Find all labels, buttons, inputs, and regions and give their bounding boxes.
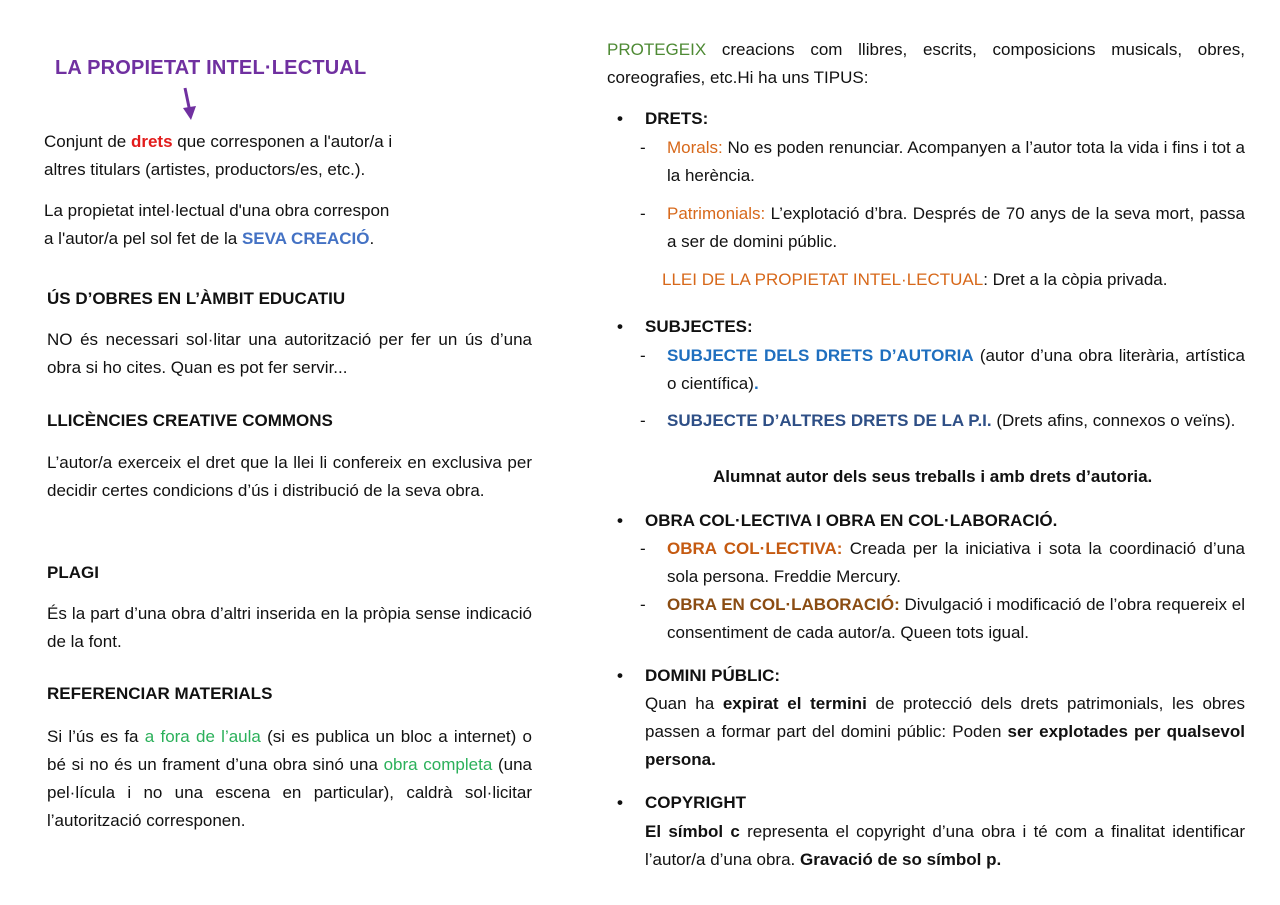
heading-referenciar: REFERENCIAR MATERIALS [47,684,273,703]
patrimonials-label: Patrimonials: [667,204,766,223]
morals-label: Morals: [667,138,723,157]
obra-collectiva [667,535,1245,591]
ref-text-2: (si es publica un bloc a internet) o bé si no és un frament d’una obra sinó una [47,727,533,774]
ref-text-1: Si l’ús es fa [47,727,145,746]
copyright-bold-2: Gravació de so símbol p. [800,850,1002,869]
obra-collaboracio [667,591,1245,647]
heading-creative-commons: LLICÈNCIES CREATIVE COMMONS [47,411,333,430]
bullet-icon: • [617,666,623,685]
subjecte-altres-label: SUBJECTE D’ALTRES DRETS DE LA P.I. [667,411,992,430]
intro-paragraph-2 [44,197,484,253]
intro2-line2: a l'autor/a pel sol fet de la [44,229,242,248]
subjecte-altres [667,407,1245,435]
protegeix-highlight: PROTEGEIX [607,40,707,59]
ref-highlight-1: a fora de l’aula [144,727,261,746]
dash-icon: - [640,138,646,157]
intro-paragraph-1 [44,128,484,184]
heading-drets: DRETS: [645,109,709,128]
text-creative-commons: L’autor/a exerceix el dret que la llei li confereix en exclusiva per decidir certes condicions d’ús i distribució de la seva obra. [47,453,532,500]
page-title: LA PROPIETAT INTEL·LECTUAL [55,57,367,79]
llei-propietat [662,266,1167,294]
intro1-highlight: drets [130,132,173,151]
heading-copyright: COPYRIGHT [645,793,747,812]
subjecte-altres-text: (Drets afins, connexos o veïns). [991,411,1236,430]
heading-subjectes: SUBJECTES: [645,317,753,336]
domini-bold-1: expirat el termini [722,694,867,713]
obra-collaboracio-text: Divulgació i modificació de l’obra requereix el consentiment de cada autor/a. Queen tots igual. [667,595,1245,642]
domini-text-2: de protecció dels drets patrimonials, les obres passen a formar part del domini públic: Poden [645,694,1245,741]
patrimonials-text: L’explotació d’bra. Després de 70 anys de la seva mort, passa a ser de domini públic. [667,204,1245,251]
text-us-obres: NO és necessari sol·litar una autorització per fer un ús d’una obra si ho cites. Quan es pot fer servir... [47,330,532,377]
obra-collectiva-text: Creada per la iniciativa i sota la coordinació d’una sola persona. Freddie Mercury. [667,539,1245,586]
dash-icon: - [640,539,646,558]
copyright-text [645,818,1245,874]
bullet-icon: • [617,109,623,128]
morals-text: No es poden renunciar. Acompanyen a l’autor tota la vida i fins i tot a la herència. [667,138,1245,185]
heading-plagi: PLAGI [47,563,99,582]
llei-text: : Dret a la còpia privada. [983,270,1168,289]
drets-morals [667,134,1245,190]
subjecte-autoria-text: (autor d’una obra literària, artística o científica) [667,346,1245,393]
copyright-text-1: representa el copyright d’una obra i té com a finalitat identificar l’autor/a d’una obra. [645,822,1245,869]
dash-icon: - [640,204,646,223]
alumnat-note: Alumnat autor dels seus treballs i amb drets d’autoria. [713,467,1153,486]
intro2-end: . [369,229,375,248]
subjecte-autoria-label: SUBJECTE DELS DRETS D’AUTORIA [667,346,974,365]
domini-text-1: Quan ha [645,694,723,713]
dash-icon: - [640,411,646,430]
intro2-highlight: SEVA CREACIÓ [241,229,370,248]
ref-highlight-2: obra completa [383,755,493,774]
subjecte-autoria [667,342,1245,398]
heading-domini: DOMINI PÚBLIC: [645,666,781,685]
copyright-bold-1: El símbol c [645,822,740,841]
protegeix-text: creacions com llibres, escrits, composicions musicals, obres, coreografies, etc.Hi ha uns TIPUS: [607,40,1245,87]
drets-patrimonials [667,200,1245,256]
dash-icon: - [640,346,646,365]
right-intro [607,36,1245,92]
obra-collectiva-label: OBRA COL·LECTIVA: [667,539,843,558]
down-arrow-icon [180,86,200,122]
subjecte-autoria-dot: . [753,374,759,393]
heading-us-obres: ÚS D’OBRES EN L’ÀMBIT EDUCATIU [47,289,346,308]
bullet-icon: • [617,511,623,530]
bullet-icon: • [617,317,623,336]
bullet-icon: • [617,793,623,812]
llei-label: LLEI DE LA PROPIETAT INTEL·LECTUAL [662,270,984,289]
intro2-line1: La propietat intel·lectual d'una obra correspon [44,201,390,220]
text-plagi: És la part d’una obra d’altri inserida en la pròpia sense indicació de la font. [47,604,532,651]
domini-bold-2: ser explotades per qualsevol persona. [645,722,1245,769]
text-referenciar [47,723,532,835]
intro1-line2: altres titulars (artistes, productors/es, etc.). [44,160,366,179]
heading-obra: OBRA COL·LECTIVA I OBRA EN COL·LABORACIÓ. [645,511,1058,530]
intro1-text: Conjunt de [44,132,131,151]
intro1-text-cont: que corresponen a l'autor/a i [172,132,393,151]
obra-collaboracio-label: OBRA EN COL·LABORACIÓ: [667,595,900,614]
ref-text-3: (una pel·lícula i no una escena en particular), caldrà sol·licitar l’autorització corresponen. [47,755,532,830]
dash-icon: - [640,595,646,614]
domini-text [645,690,1245,774]
